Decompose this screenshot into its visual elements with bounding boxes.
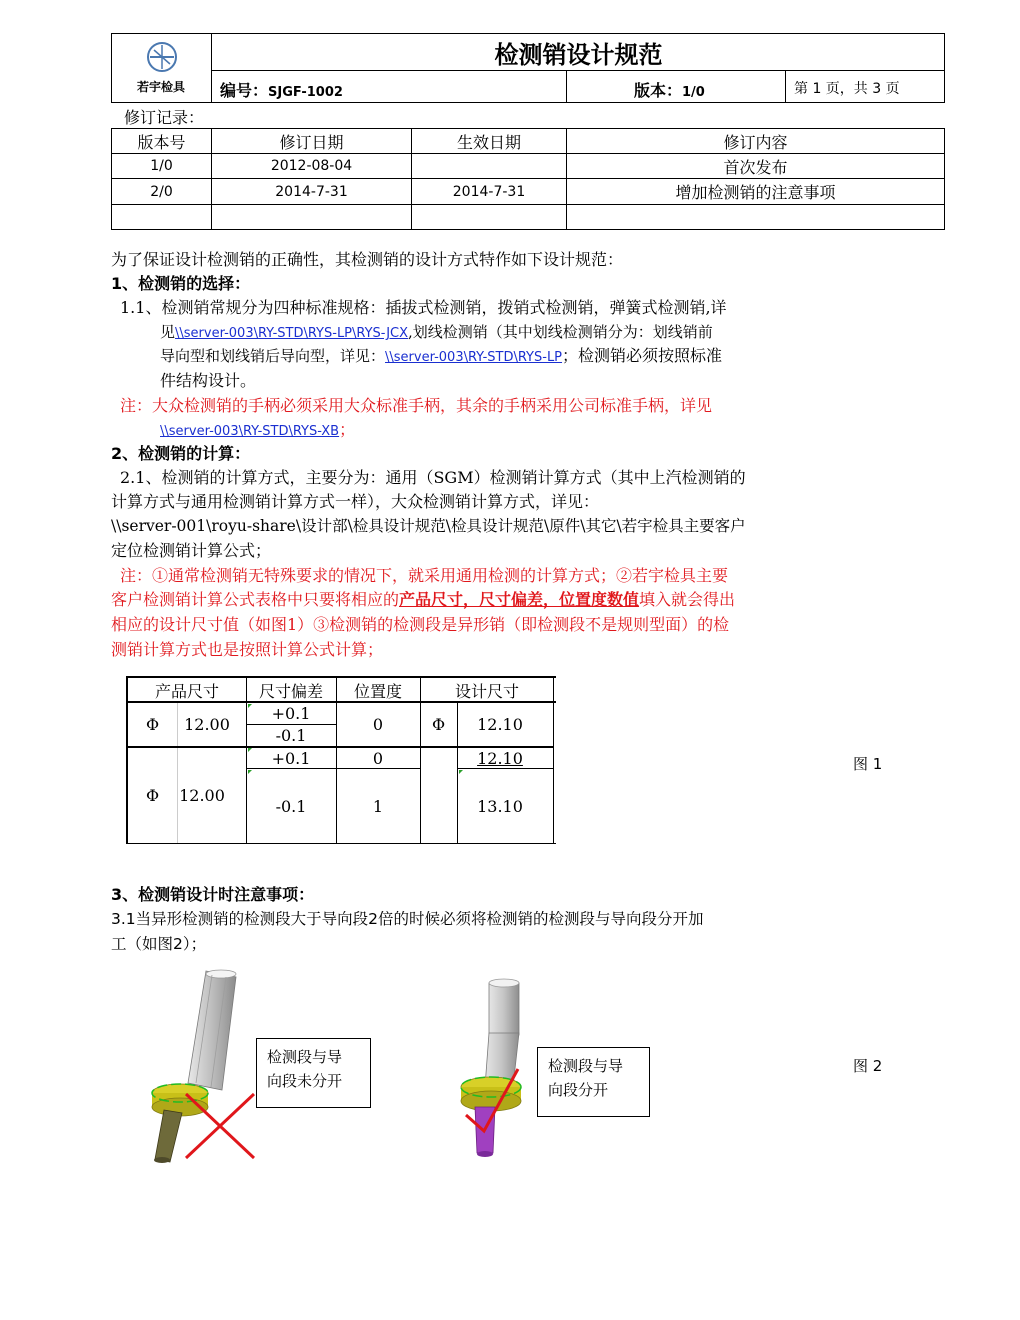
section-2-note-line-4: 测销计算方式也是按照计算公式计算；: [111, 640, 384, 659]
revision-row-1-version: 1/0: [111, 153, 212, 179]
section-2-note-line-1: 注：①通常检测销无特殊要求的情况下，就采用通用检测的计算方式；②若宇检具主要: [120, 566, 729, 585]
revision-row-2-revise-date: 2014-7-31: [211, 178, 412, 205]
revision-header-version: 版本号: [111, 128, 212, 154]
section-1-para-line-2-post: ,划线检测销（其中划线检测销分为：划线销前: [408, 323, 713, 341]
calc-header-position: 位置度: [353, 681, 402, 701]
link-rys-xb[interactable]: \\server-003\RY-STD\RYS-XB: [160, 424, 340, 439]
header-divider-page: [785, 70, 786, 103]
revision-row-1-effective-date: [411, 153, 567, 179]
calc-header-design-size: 设计尺寸: [454, 681, 519, 701]
calc-row-1-position: 0: [372, 715, 384, 734]
revision-row-3-version: [111, 204, 212, 230]
callout-separated: [537, 1047, 650, 1117]
company-name: 若宇检具: [136, 79, 185, 94]
section-3-para-line-1: 3.1当异形检测销的检测段大于导向段2倍的时候必须将检测销的检测段与导向段分开加: [111, 910, 704, 928]
calc-header-sep-1: [246, 678, 247, 702]
calc-row-2-design-a: 12.10: [477, 748, 523, 768]
document-version: [634, 78, 705, 101]
correct-mark-icon: [462, 1065, 522, 1135]
section-2-para-line-2: 计算方式与通用检测销计算方式一样），大众检测销计算方式，详见：: [111, 492, 600, 511]
section-1-para-line-4: 件结构设计。: [160, 371, 257, 390]
section-1-para-line-2-pre: 见: [160, 323, 176, 341]
callout-not-separated-line-2: 向段未分开: [267, 1072, 343, 1090]
calc-row-1-design: 12.10: [477, 715, 523, 734]
calc-row-2-position-a: 0: [372, 748, 384, 768]
section-1-para-line-1: 1.1、检测销常规分为四种标准规格：插拔式检测销，拨销式检测销，弹簧式检测销,详: [120, 298, 727, 317]
calc-row-2-size: 12.00: [179, 786, 225, 805]
calc-row-1-design-phi: Φ: [431, 715, 446, 734]
revision-header-content: 修订内容: [566, 128, 945, 154]
calc-row-2-tol-plus: +0.1: [271, 748, 311, 768]
revision-row-1-content: 首次发布: [566, 153, 945, 179]
section-1-heading: 1、检测销的选择：: [111, 274, 251, 293]
section-2-note-emphasis: 产品尺寸，尺寸偏差，位置度数值: [399, 590, 640, 609]
section-1-para-line-3-post: ；检测销必须按照标准: [562, 346, 723, 365]
document-code-value: SJGF-1002: [268, 85, 343, 100]
callout-separated-line-2: 向段分开: [548, 1081, 609, 1099]
section-1-para-line-2: [160, 320, 713, 346]
calc-row-2-tol-minus: -0.1: [275, 796, 307, 816]
calc-header-product-size: 产品尺寸: [154, 681, 219, 701]
revision-row-2-version: 2/0: [111, 178, 212, 205]
header-row-divider: [211, 70, 945, 71]
calc-header-sep-2: [336, 678, 337, 702]
section-2-para-line-3: \\server-001\royu-share\设计部\检具设计规范\检具设计规范\原件\其它\若宇检具主要客户: [111, 517, 746, 535]
revision-header-effective-date: 生效日期: [411, 128, 567, 154]
company-logo: [140, 40, 184, 74]
calc-row-2-phi: Φ: [145, 786, 160, 805]
calc-row-1-phi: Φ: [145, 715, 160, 734]
section-3-para-line-2: 工（如图2）；: [111, 935, 207, 953]
calc-row-1-tol-minus: -0.1: [275, 726, 307, 745]
revision-row-3-content: [566, 204, 945, 230]
figure-2-label: 图 2: [853, 1057, 883, 1075]
section-2-note-line-2-pre: 客户检测销计算公式表格中只要将相应的: [111, 590, 400, 609]
document-version-label: 版本：: [634, 81, 683, 100]
revision-row-3-revise-date: [211, 204, 412, 230]
calc-row-2-design-b: 13.10: [477, 796, 523, 816]
section-2-note-line-2: [111, 588, 735, 612]
section-2-heading: 2、检测销的计算：: [111, 444, 251, 463]
section-1-para-line-3-pre: 导向型和划线销后导向型，详见：: [160, 347, 386, 365]
section-1-para-line-3: [160, 344, 722, 370]
callout-not-separated: [256, 1038, 371, 1108]
calc-header-tolerance: 尺寸偏差: [258, 681, 323, 701]
section-1-note-line-2: [160, 418, 355, 444]
callout-not-separated-line-1: 检测段与导: [267, 1048, 343, 1066]
document-title: 检测销设计规范: [494, 41, 663, 69]
document-code: [220, 78, 343, 101]
section-2-para-line-4: 定位检测销计算公式；: [111, 541, 272, 560]
document-version-value: 1/0: [682, 85, 705, 100]
revision-caption: 修订记录：: [124, 108, 205, 127]
link-rys-lp[interactable]: \\server-003\RY-STD\RYS-LP: [385, 350, 563, 365]
section-2-note-line-2-post: 填入就会得出: [639, 590, 736, 609]
section-3-heading: 3、检测销设计时注意事项：: [111, 885, 315, 904]
calc-header-sep-3: [420, 678, 421, 702]
link-rys-jcx[interactable]: \\server-003\RY-STD\RYS-LP\RYS-JCX: [175, 326, 409, 341]
section-2-note-line-3: 相应的设计尺寸值（如图1）③检测销的检测段是异形销（即检测段不是规则型面）的检: [111, 615, 730, 634]
revision-row-1-revise-date: 2012-08-04: [211, 153, 412, 179]
calc-row-2-position-b: 1: [372, 796, 384, 816]
section-2-para-line-1: 2.1、检测销的计算方式，主要分为：通用（SGM）检测销计算方式（其中上汽检测销的: [120, 468, 746, 487]
section-1-note-line-1: 注：大众检测销的手柄必须采用大众标准手柄，其余的手柄采用公司标准手柄，详见: [120, 396, 713, 415]
callout-separated-line-1: 检测段与导: [548, 1057, 624, 1075]
revision-header-revise-date: 修订日期: [211, 128, 412, 154]
header-divider-version: [566, 70, 567, 103]
revision-row-2-effective-date: 2014-7-31: [411, 178, 567, 205]
calc-table-bottom-rule: [126, 843, 556, 844]
figure-1-label: 图 1: [853, 755, 883, 773]
revision-row-3-effective-date: [411, 204, 567, 230]
calc-row-1-size: 12.00: [184, 715, 230, 734]
logo-mark-icon: [140, 40, 184, 74]
intro-paragraph: 为了保证设计检测销的正确性，其检测销的设计方式特作如下设计规范：: [111, 250, 624, 269]
calc-row-1-tol-plus: +0.1: [271, 704, 311, 723]
revision-row-2-content: 增加检测销的注意事项: [566, 178, 945, 205]
document-code-label: 编号：: [220, 81, 269, 100]
wrong-mark-icon: [180, 1090, 260, 1162]
page-info: 第 1 页，共 3 页: [794, 81, 900, 97]
section-1-note-line-2-post: ；: [339, 420, 356, 439]
